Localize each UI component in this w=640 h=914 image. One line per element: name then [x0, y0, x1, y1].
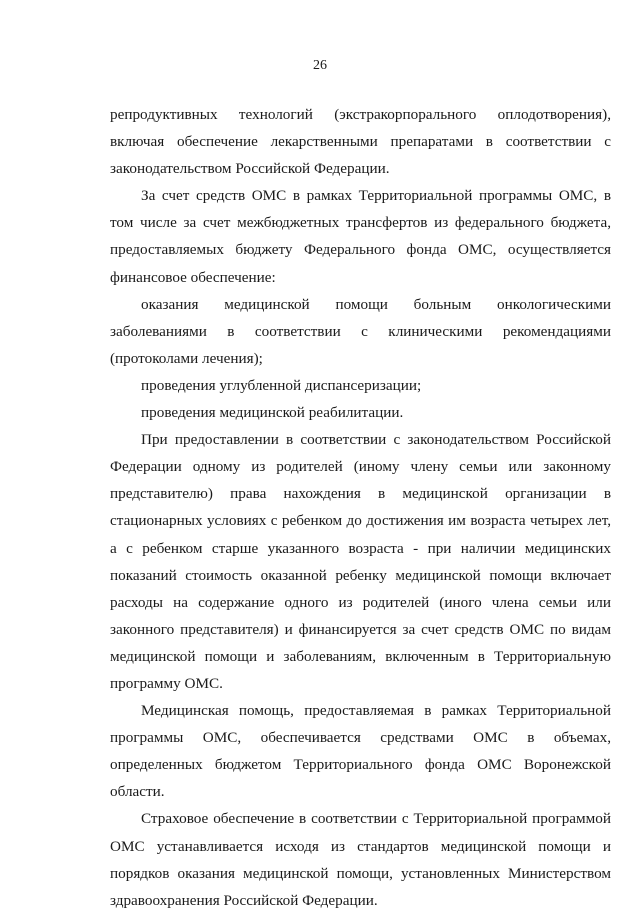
document-body: [110, 101, 611, 914]
list-item-rehabilitation: проведения медицинской реабилитации.: [141, 404, 404, 422]
paragraph-medical-care-funding: Медицинская помощь, предоставляемая в рамках Территориальной программы ОМС, обеспечивается средствами ОМС в объемах, определенных бюджетом Территориального фонда ОМС Воронежской области.: [110, 702, 611, 801]
list-item-oncology: оказания медицинской помощи больным онкологическими заболеваниями в соответствии с клиническими рекомендациями (протоколами лечения);: [110, 295, 611, 367]
paragraph-continuation: репродуктивных технологий (экстракорпорального оплодотворения), включая обеспечение лекарственными препаратами в соответствии с законодательством Российской Федерации.: [110, 106, 611, 178]
page-number: 26: [313, 58, 327, 73]
paragraph-parent-stay: При предоставлении в соответствии с законодательством Российской Федерации одному из родителей (иному члену семьи или законному представителю) права нахождения в медицинской организации в стационарных условиях с ребенком до достижения им возраста четырех лет, а с ребенком старше указанного возраста - при наличии медицинских показаний стоимость оказанной ребенку медицинской помощи включает расходы на содержание одного из родителей (иного члена семьи или законного представителя) и финансируется за счет средств ОМС по видам медицинской помощи и заболеваниям, включенным в Территориальную программу ОМС.: [110, 431, 611, 692]
paragraph-insurance-standards: Страховое обеспечение в соответствии с Территориальной программой ОМС устанавливается исходя из стандартов медицинской помощи и порядков оказания медицинской помощи, установленных Министерством здравоохранения Российской Федерации.: [110, 810, 611, 909]
list-item-dispensarization: проведения углубленной диспансеризации;: [141, 376, 422, 394]
paragraph-funding-intro: За счет средств ОМС в рамках Территориальной программы ОМС, в том числе за счет межбюджетных трансфертов из федерального бюджета, предоставляемых бюджету Федерального фонда ОМС, осуществляется финансовое обеспечение:: [110, 187, 611, 286]
